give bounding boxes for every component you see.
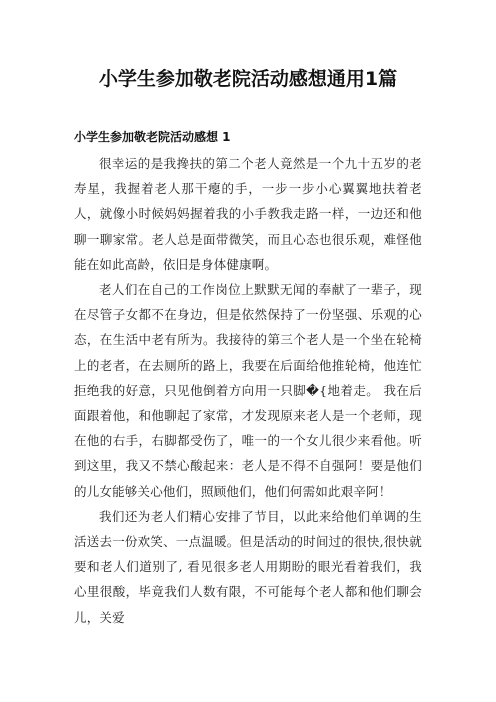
paragraph-1: 很幸运的是我搀扶的第二个老人竟然是一个九十五岁的老寿星，我握着老人那干瘪的手，一步一步小心翼翼地扶着老人，就像小时候妈妈握着我的小手教我走路一样，一边还和他聊一聊家常。老人总是面带微笑，而且心态也很乐观，难怪他能在如此高龄，依旧是身体健康啊。 xyxy=(74,156,422,272)
paragraph-2: 老人们在自己的工作岗位上默默无闻的奉献了一辈子，现在尽管子女都不在身边，但是依然保持了一份坚强、乐观的心态，在生活中老有所为。我接待的第三个老人是一个坐在轮椅上的老者，在去厕所的路上，我要在后面给他推轮椅，他连忙拒绝我的好意，只见他倒着方向用一只脚�{地着走。 我在后面跟着他，和他聊起了家常，才发现原来老人是一个老师，现在他的右手，右脚都受伤了，唯一的一个女儿很少来看他。听到这里，我又不禁心酸起来：老人是不得不自强阿！要是他们的儿女能够关心他们，照顾他们，他们何需如此艰辛阿！ xyxy=(74,282,422,499)
paragraph-3: 我们还为老人们精心安排了节目，以此来给他们单调的生活送去一份欢笑、一点温暖。但是活动的时间过的很快,很快就要和老人们道别了, 看见很多老人用期盼的眼光看着我们，我心里很酸，毕竟我们人数有限，不可能每个老人都和他们聊会儿，关爱 xyxy=(74,508,422,625)
document-title: 小学生参加敬老院活动感想通用1篇 xyxy=(98,68,398,90)
section-heading: 小学生参加敬老院活动感想 1 xyxy=(74,130,231,144)
body-text xyxy=(74,151,422,630)
